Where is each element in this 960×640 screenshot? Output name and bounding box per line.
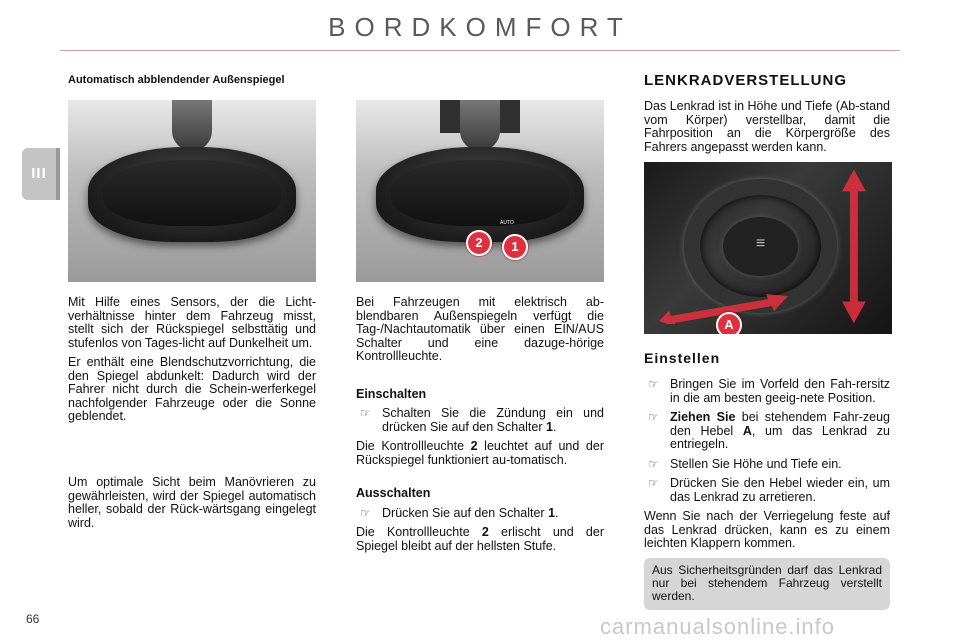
heading-ausschalten: Ausschalten [356, 486, 431, 500]
einschalten-result: Die Kontrollleuchte 2 leuchtet auf und der Rückspiegel funktioniert au-tomatisch. [356, 439, 604, 467]
middle-text-block [356, 296, 604, 559]
mirror-image-2 [356, 100, 604, 282]
chapter-tab-accent [56, 148, 60, 200]
bullet-step-1: ☞ Bringen Sie im Vorfeld den Fah-rersitz in die am besten geeig-nete Position. [644, 378, 890, 405]
auto-switch-label: AUTO [500, 220, 514, 226]
chapter-tab[interactable]: III [22, 148, 56, 200]
pointing-hand-icon: ☞ [360, 406, 371, 420]
heading-einschalten: Einschalten [356, 386, 427, 401]
bullet-ausschalten: ☞ Drücken Sie auf den Schalter 1. [356, 507, 604, 521]
bullet-step-4: ☞ Drücken Sie den Hebel wieder ein, um das Lenkrad zu arretieren. [644, 477, 890, 504]
mirror-mount [172, 100, 212, 151]
ausschalten-result: Die Kontrollleuchte 2 erlischt und der Spiegel bleibt auf der hellsten Stufe. [356, 525, 604, 553]
heading-einstellen: Einstellen [644, 350, 721, 366]
mirror-glass [391, 160, 570, 226]
page-number: 66 [26, 612, 40, 626]
left-text-block-2 [68, 476, 316, 536]
mirror-glass [103, 160, 282, 226]
bullet-einschalten: ☞ Schalten Sie die Zündung ein und drücken Sie auf den Schalter 1. [356, 407, 604, 434]
subheading-mirror: Automatisch abblendender Außenspiegel [68, 74, 285, 86]
page-title: BORDKOMFORT [328, 12, 632, 42]
callout-a: A [716, 312, 742, 334]
left-paragraph-3: Um optimale Sicht beim Manövrieren zu gewährleisten, wird der Spiegel automatisch heller, sobald der Rück-wärtsgang eingelegt wird. [68, 475, 316, 530]
pointing-hand-icon: ☞ [648, 410, 659, 424]
mirror-image-1 [68, 100, 316, 282]
mirror-mount [460, 100, 500, 151]
pointing-hand-icon: ☞ [360, 505, 371, 520]
height-adjust-arrow-icon [842, 169, 867, 324]
bullet-step-2: ☞ Ziehen Sie bei stehendem Fahr-zeug den Hebel A, um das Lenkrad zu entriegeln. [644, 411, 890, 452]
pointing-hand-icon: ☞ [648, 476, 659, 490]
left-text-block [68, 296, 316, 430]
safety-note: Aus Sicherheitsgründen darf das Lenkrad nur bei stehendem Fahrzeug verstellt werden. [644, 558, 890, 610]
closing-paragraph: Wenn Sie nach der Verriegelung feste auf das Lenkrad drücken, kann es zu einem leichten Klappern kommen. [644, 509, 890, 550]
pointing-hand-icon: ☞ [648, 456, 659, 471]
pointing-hand-icon: ☞ [648, 377, 659, 391]
left-paragraph-1: Mit Hilfe eines Sensors, der die Licht-verhältnisse hinter dem Fahrzeug misst, stellt sich der Rückspiegel selbsttätig und stufenlos von Tages-licht auf Dunkelheit um. [68, 295, 316, 350]
callout-2: 2 [466, 230, 492, 256]
callout-1: 1 [502, 234, 528, 260]
bullet-step-3: ☞ Stellen Sie Höhe und Tiefe ein. [644, 458, 890, 472]
brand-logo-icon: ≡ [755, 235, 766, 253]
section-title-lenkrad: LENKRADVERSTELLUNG [644, 72, 848, 89]
right-intro: Das Lenkrad ist in Höhe und Tiefe (Ab-stand vom Körper) verstellbar, damit die Fahrposition an die Körpergröße des Fahrers angepasst werden kann. [644, 99, 890, 154]
left-paragraph-2: Er enthält eine Blendschutzvorrichtung, die den Spiegel abdunkelt: Dadurch wird der Fahrer nicht durch die Schein-werferkegel nachfolgender Fahrzeuge oder die Sonne geblendet. [68, 355, 316, 423]
steering-wheel-image [644, 162, 892, 334]
middle-intro: Bei Fahrzeugen mit elektrisch ab-blendbaren Außenspiegeln verfügt die Tag-/Nachtautomatik über einen EIN/AUS Schalter und eine dazuge-hörige Kontrollleuchte. [356, 295, 604, 363]
watermark: carmanualsonline.info [600, 614, 836, 639]
title-divider [60, 50, 900, 51]
right-bullets [644, 378, 890, 557]
